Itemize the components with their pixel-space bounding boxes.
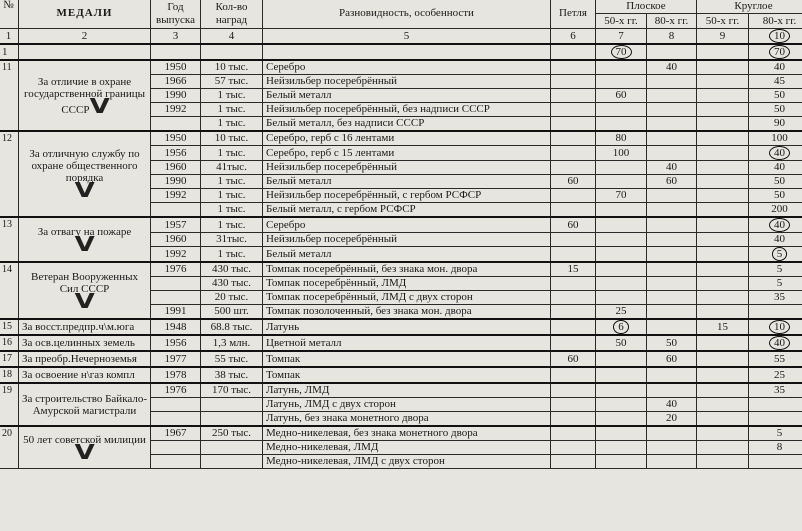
- cell: Латунь, ЛМД с двух сторон: [263, 398, 551, 412]
- cell: Томпак посеребрённый, без знака мон. двора: [263, 262, 551, 277]
- cell: 40: [647, 398, 697, 412]
- cell: Нейзильбер посеребрённый: [263, 161, 551, 175]
- col-num-7: 7: [596, 29, 647, 45]
- cell: Цветной металл: [263, 335, 551, 351]
- header-flat-80: 80-х гг.: [647, 14, 697, 29]
- medal-18-name: За освоение н\газ компл: [19, 367, 151, 383]
- header-round: Круглое: [697, 0, 802, 14]
- cell: 5: [749, 426, 802, 441]
- medal-16-name: За осв.целинных земель: [19, 335, 151, 351]
- header-qty: Кол-во наград: [201, 0, 263, 29]
- medal-19-no: 19: [0, 383, 19, 426]
- cell: 1 тыс.: [201, 103, 263, 117]
- cell: 20: [647, 412, 697, 427]
- cell: 1977: [151, 351, 201, 367]
- cell: 80: [596, 131, 647, 146]
- cell: Белый металл: [263, 175, 551, 189]
- cell: 31тыс.: [201, 233, 263, 247]
- cell: 1956: [151, 335, 201, 351]
- col-num-5: 5: [263, 29, 551, 45]
- medal-15-name: За восст.предпр.ч\м.юга: [19, 319, 151, 335]
- cell: 1978: [151, 367, 201, 383]
- cell: 100: [749, 131, 802, 146]
- header-medals: МЕДАЛИ: [19, 0, 151, 29]
- cell: 40: [647, 60, 697, 75]
- cell: 1950: [151, 131, 201, 146]
- cell: Томпак: [263, 351, 551, 367]
- cell: 1966: [151, 75, 201, 89]
- cell: 1 тыс.: [201, 203, 263, 218]
- cell: 45: [749, 75, 802, 89]
- cell: Серебро: [263, 217, 551, 233]
- cell: 5: [749, 262, 802, 277]
- cell: 1992: [151, 189, 201, 203]
- cell: 40: [647, 161, 697, 175]
- col-num-10: 10: [749, 29, 802, 45]
- cell: Томпак: [263, 367, 551, 383]
- cell: Томпак позолоченный, без знака мон. двора: [263, 305, 551, 320]
- col-num-3: 3: [151, 29, 201, 45]
- cell: 1 тыс.: [201, 189, 263, 203]
- cell: 40: [749, 60, 802, 75]
- cell: Белый металл, с гербом РСФСР: [263, 203, 551, 218]
- cell: 1960: [151, 233, 201, 247]
- col-num-2: 2: [19, 29, 151, 45]
- medal-17-no: 17: [0, 351, 19, 367]
- cell: 15: [551, 262, 596, 277]
- header-round-50: 50-х гг.: [697, 14, 749, 29]
- col-num-8: 8: [647, 29, 697, 45]
- cell: Нейзильбер посеребрённый: [263, 233, 551, 247]
- cell: 430 тыс.: [201, 262, 263, 277]
- cell: Медно-никелевая, без знака монетного двора: [263, 426, 551, 441]
- cell: 70: [596, 189, 647, 203]
- medal-12-no: 12: [0, 131, 19, 217]
- cell: 170 тыс.: [201, 383, 263, 398]
- cell: 1992: [151, 103, 201, 117]
- cell: 60: [551, 175, 596, 189]
- cell: 35: [749, 291, 802, 305]
- cell: 50: [749, 175, 802, 189]
- cell: 100: [596, 146, 647, 161]
- cell: 1976: [151, 262, 201, 277]
- cell: 40: [749, 217, 802, 233]
- header-loop: Петля: [551, 0, 596, 29]
- cell: 55 тыс.: [201, 351, 263, 367]
- cell: 1992: [151, 247, 201, 263]
- cell: 20 тыс.: [201, 291, 263, 305]
- cell: 40: [749, 146, 802, 161]
- cell: Белый металл, без надписи СССР: [263, 117, 551, 132]
- cell: Белый металл: [263, 89, 551, 103]
- col-num-6: 6: [551, 29, 596, 45]
- cell: Нейзильбер посеребрённый, с гербом РСФСР: [263, 189, 551, 203]
- cell: 1956: [151, 146, 201, 161]
- cell: Латунь, ЛМД: [263, 383, 551, 398]
- header-round-80: 80-х гг.: [749, 14, 802, 29]
- cell: [151, 117, 201, 132]
- cell: 10 тыс.: [201, 131, 263, 146]
- cell: Нейзильбер посеребрённый: [263, 75, 551, 89]
- cell: 15: [697, 319, 749, 335]
- cell: Серебро, герб с 15 лентами: [263, 146, 551, 161]
- cell: 60: [596, 89, 647, 103]
- cell: 1960: [151, 161, 201, 175]
- medal-18-no: 18: [0, 367, 19, 383]
- header-no: №: [0, 0, 19, 29]
- cell: 68.8 тыс.: [201, 319, 263, 335]
- cell: 1991: [151, 305, 201, 320]
- col-num-4: 4: [201, 29, 263, 45]
- cell: 50: [749, 89, 802, 103]
- cell: [151, 203, 201, 218]
- cell: 1957: [151, 217, 201, 233]
- col-num-9: 9: [697, 29, 749, 45]
- header-flat: Плоское: [596, 0, 697, 14]
- cell: 1967: [151, 426, 201, 441]
- top-row-n: 1: [0, 44, 19, 60]
- cell: Томпак посеребрённый, ЛМД с двух сторон: [263, 291, 551, 305]
- cell: 55: [749, 351, 802, 367]
- cell: 25: [596, 305, 647, 320]
- cell: 40: [749, 161, 802, 175]
- cell: 1 тыс.: [201, 175, 263, 189]
- cell: 8: [749, 441, 802, 455]
- cell: 10: [749, 319, 802, 335]
- cell: Медно-никелевая, ЛМД: [263, 441, 551, 455]
- medal-17-name: За преобр.Нечерноземья: [19, 351, 151, 367]
- medal-15-no: 15: [0, 319, 19, 335]
- cell: Томпак посеребрённый, ЛМД: [263, 277, 551, 291]
- cell: Серебро: [263, 60, 551, 75]
- cell: 1 тыс.: [201, 247, 263, 263]
- col-num-1b: 1: [0, 29, 19, 45]
- medal-11-name: За отличие в охране государственной границы СССР V: [19, 60, 151, 131]
- cell: 50: [749, 189, 802, 203]
- medal-20-name: 50 лет советской милиции V: [19, 426, 151, 469]
- cell: Серебро, герб с 16 лентами: [263, 131, 551, 146]
- cell: 200: [749, 203, 802, 218]
- cell: 430 тыс.: [201, 277, 263, 291]
- cell: Латунь: [263, 319, 551, 335]
- cell: 1990: [151, 89, 201, 103]
- cell: 1 тыс.: [201, 117, 263, 132]
- cell: 500 шт.: [201, 305, 263, 320]
- cell: 250 тыс.: [201, 426, 263, 441]
- cell: 1 тыс.: [201, 89, 263, 103]
- cell: Нейзильбер посеребрённый, без надписи СССР: [263, 103, 551, 117]
- cell: 25: [749, 367, 802, 383]
- cell: 90: [749, 117, 802, 132]
- medal-19-name: За строительство Байкало-Амурской магистрали: [19, 383, 151, 426]
- header-flat-50: 50-х гг.: [596, 14, 647, 29]
- medal-12-name: За отличную службу по охране общественного порядка V: [19, 131, 151, 217]
- cell: 1948: [151, 319, 201, 335]
- cell: 60: [647, 175, 697, 189]
- header-year: Год выпуска: [151, 0, 201, 29]
- medal-20-no: 20: [0, 426, 19, 469]
- cell: 60: [647, 351, 697, 367]
- cell: 57 тыс.: [201, 75, 263, 89]
- medal-13-name: За отвагу на пожаре V: [19, 217, 151, 262]
- medal-13-no: 13: [0, 217, 19, 262]
- cell: 41тыс.: [201, 161, 263, 175]
- medal-14-name: Ветеран Вооруженных Сил СССР V: [19, 262, 151, 319]
- cell: 6: [596, 319, 647, 335]
- cell: 40: [749, 335, 802, 351]
- cell: 10 тыс.: [201, 60, 263, 75]
- cell: 1950: [151, 60, 201, 75]
- cell: 5: [749, 277, 802, 291]
- top-row-round80: 70: [749, 44, 802, 60]
- cell: 40: [749, 233, 802, 247]
- cell: 38 тыс.: [201, 367, 263, 383]
- cell: 1 тыс.: [201, 146, 263, 161]
- cell: 60: [551, 217, 596, 233]
- cell: 60: [551, 351, 596, 367]
- cell: 50: [596, 335, 647, 351]
- cell: 50: [647, 335, 697, 351]
- cell: 1,3 млн.: [201, 335, 263, 351]
- cell: Латунь, без знака монетного двора: [263, 412, 551, 427]
- medal-14-no: 14: [0, 262, 19, 319]
- medal-11-no: 11: [0, 60, 19, 131]
- top-row-flat50: 70: [596, 44, 647, 60]
- cell: 1976: [151, 383, 201, 398]
- medal-16-no: 16: [0, 335, 19, 351]
- cell: 1990: [151, 175, 201, 189]
- cell: Медно-никелевая, ЛМД с двух сторон: [263, 455, 551, 469]
- header-variety: Разновидность, особенности: [263, 0, 551, 29]
- cell: 5: [749, 247, 802, 263]
- cell: 35: [749, 383, 802, 398]
- cell: Белый металл: [263, 247, 551, 263]
- cell: 1 тыс.: [201, 217, 263, 233]
- cell: 50: [749, 103, 802, 117]
